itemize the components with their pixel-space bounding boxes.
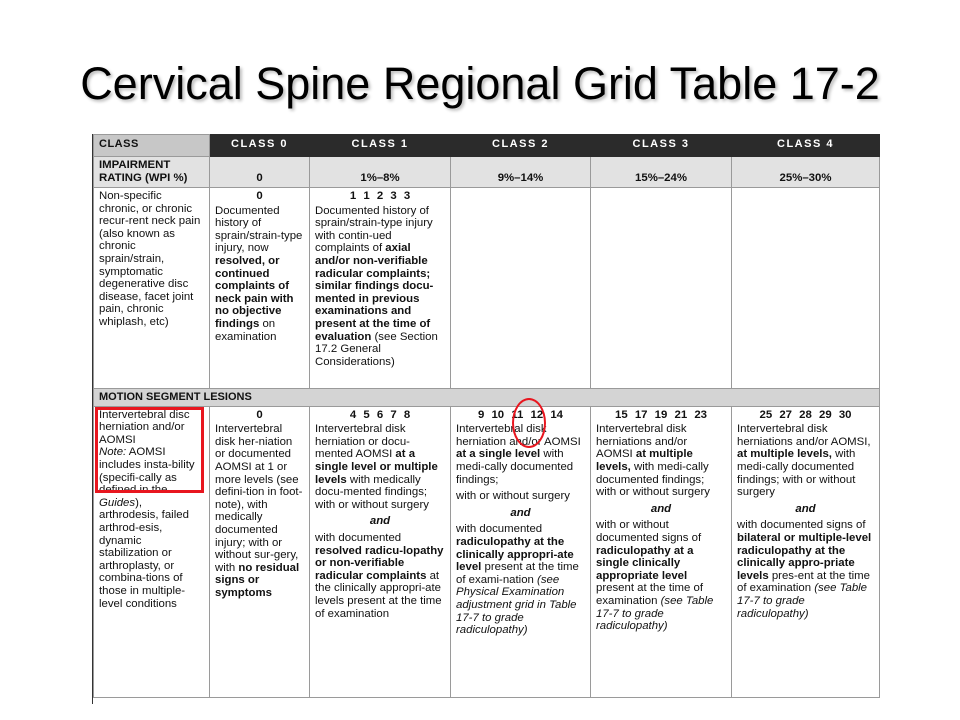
cell-text: AOMSI includes insta-bility (specifi-cally as defined in the [99, 446, 195, 497]
cell-text: Documented history of sprain/strain-type injury, now [215, 204, 303, 255]
motion-class-2 [451, 406, 591, 697]
header-row [94, 135, 880, 157]
grade-levels: 4 5 6 7 8 [349, 408, 411, 421]
grade-levels: 1 1 2 3 3 [349, 190, 411, 202]
header-class-4: CLASS 4 [732, 135, 880, 157]
impairment-class-2: 9%–14% [451, 157, 591, 188]
slide-title: Cervical Spine Regional Grid Table 17-2 [80, 58, 880, 109]
cell-text-italic: (see Physical Examination adjustment grid in Table 17-7 to grade radiculopathy) [456, 573, 577, 637]
cell-text-bold: bilateral or multiple-level radiculopathy at the clinically appro-priate levels [737, 531, 872, 582]
cell-text: with documented [315, 531, 402, 544]
cell-text: present at the time of examination [596, 582, 704, 607]
motion-class-1 [310, 406, 451, 697]
highlight-circle [512, 398, 546, 448]
nonspecific-neck-pain-row [94, 188, 880, 389]
grade-levels: 25 27 28 29 30 [759, 408, 852, 421]
nonspecific-class-1 [310, 188, 451, 389]
impairment-row [94, 157, 880, 188]
cell-text: with medi-cally documented findings; [456, 448, 574, 486]
cell-text: Intervertebral disc herniation and/or AOMSI [99, 408, 190, 446]
regional-grid-table [93, 134, 880, 698]
header-class-3: CLASS 3 [591, 135, 732, 157]
nonspecific-class-3 [591, 188, 732, 389]
impairment-class-4: 25%–30% [732, 157, 880, 188]
section-label: MOTION SEGMENT LESIONS [94, 389, 880, 407]
motion-class-0 [210, 406, 310, 697]
grade-levels: 9 10 11 12 14 [477, 408, 564, 421]
cell-text: Documented history of sprain/strain-type injury with contin-ued complaints of [315, 204, 433, 255]
cell-text-bold: at a single level [456, 448, 541, 461]
cell-text: with or without surgery [456, 490, 570, 503]
cell-text-italic: (see Table 17-7 to grade radiculopathy) [596, 594, 714, 633]
cell-text: with documented [456, 523, 543, 536]
impairment-class-3: 15%–24% [591, 157, 732, 188]
cell-text-bold: no residual signs or symptoms [215, 561, 300, 599]
cell-text: pres-ent at the time of examination [737, 569, 870, 595]
motion-class-3 [591, 406, 732, 697]
motion-class-4 [732, 406, 880, 697]
header-class-1: CLASS 1 [310, 135, 451, 157]
cell-text: Intervertebral disk herniations and/or AOMSI, [737, 423, 871, 448]
cell-text: on examination [215, 317, 277, 343]
header-class: CLASS [94, 135, 210, 157]
note-label: Note: [99, 446, 127, 459]
motion-segment-row [94, 406, 880, 697]
cell-text-bold: at multiple levels, [596, 448, 693, 473]
nonspecific-class-2 [451, 188, 591, 389]
nonspecific-class-0 [210, 188, 310, 389]
header-class-2: CLASS 2 [451, 135, 591, 157]
cell-text-bold: resolved radicu-lopathy or non-verifiable radicular complaints [315, 544, 444, 582]
grid-table-scan [92, 134, 881, 704]
and-divider: and [510, 506, 531, 519]
impairment-class-0: 0 [210, 157, 310, 188]
cell-text-bold: axial and/or non-verifiable radicular complaints; similar findings docu-mented in previous examinations and present at the time of evaluation [315, 242, 434, 343]
impairment-class-1: 1%–8% [310, 157, 451, 188]
section-row [94, 389, 880, 407]
cell-text-bold: radiculopathy at the clinically appropri-ate level [456, 535, 574, 574]
guides-label: Guides [99, 496, 136, 509]
cell-text-bold: resolved, or continued complaints of neck pain with no objective findings [215, 254, 294, 330]
cell-text: Intervertebral disk her-niation or documented AOMSI at 1 or more levels (see defini-tion in foot-note), with medically documented injury; with or without sur-gery, with [215, 423, 303, 574]
and-divider: and [369, 515, 391, 528]
and-divider: and [650, 502, 672, 515]
cell-text: with or without documented signs of [596, 519, 702, 544]
cell-text: Intervertebral disk herniations and/or AOMSI [596, 423, 688, 461]
cell-text: with documented signs of [737, 519, 866, 532]
cell-text: with medically docu-mented findings; with or without surgery [315, 473, 429, 511]
cell-text: with medi-cally documented findings; with or without surgery [596, 460, 710, 499]
cell-text-bold: at multiple levels, [737, 448, 832, 461]
cell-text: at the clinically appropri-ate levels present at the time of examination [315, 569, 442, 620]
grade-levels: 0 [256, 408, 263, 421]
and-divider: and [795, 502, 816, 515]
header-class-0: CLASS 0 [210, 135, 310, 157]
nonspecific-label: Non-specific chronic, or chronic recur-rent neck pain (also known as chronic sprain/strain, symptomatic degenerative disc disease, facet joint pain, chronic whiplash, etc) [94, 188, 210, 389]
impairment-label: IMPAIRMENT RATING (WPI %) [94, 157, 210, 188]
cell-text-italic: (see Table 17-7 to grade radiculopathy) [737, 582, 868, 620]
cell-text: Intervertebral disk herniation and/or AOMSI [456, 423, 581, 448]
cell-text: with medi-cally documented findings; with or without surgery [737, 448, 856, 499]
cell-text-bold: at a single level or multiple levels [315, 448, 438, 486]
grade-levels: 0 [256, 190, 263, 202]
cell-text-bold: radiculopathy at a single clinically appropriate level [596, 544, 694, 582]
nonspecific-class-4 [732, 188, 880, 389]
highlight-rectangle [95, 407, 204, 493]
cell-text: ), arthrodesis, failed arthrod-esis, dynamic stabilization or arthroplasty, or combina-tions of those in multiple-level conditions [99, 496, 189, 610]
grade-levels: 15 17 19 21 23 [614, 408, 707, 421]
cell-text: Intervertebral disk herniation or docu-mented AOMSI [315, 423, 410, 461]
cell-text: present at the time of exami-nation [456, 561, 579, 586]
cell-text: (see Section 17.2 General Considerations) [315, 330, 438, 368]
